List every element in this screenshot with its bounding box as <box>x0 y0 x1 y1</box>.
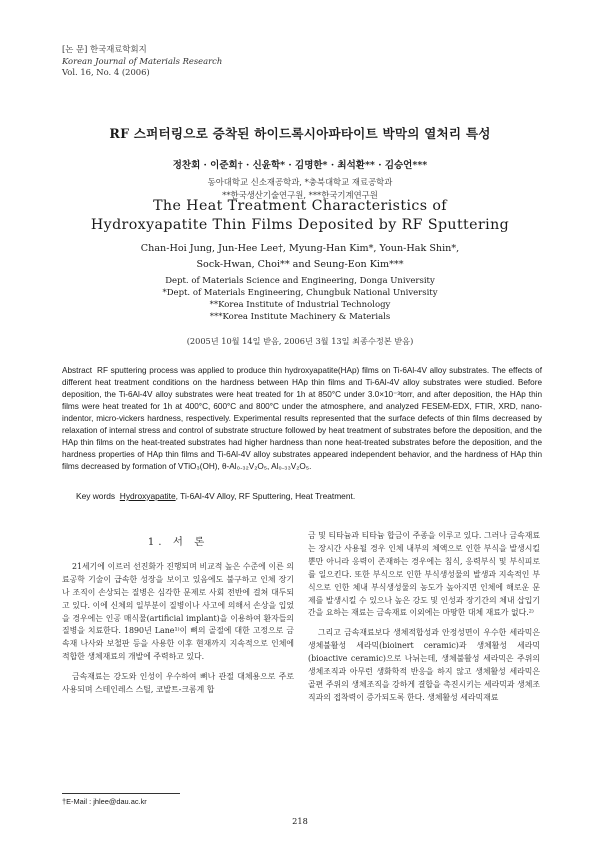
abstract-text: RF sputtering process was applied to produce thin hydroxyapatite(HAp) films on Ti-6Al-4V alloy substrates. The effects of different heat treatment conditions on the hardness between HAp thin films and Ti-6Al-4V alloy substrates were studied. Before deposition, the Ti-6Al-4V alloy substrates were heat treated for 1h at 850°C under 3.0×10⁻³torr, and after deposition, the HAp thin films were heat treated for 1h at 400°C, 600°C and 800°C under the atmosphere, and analyzed FESEM-EDX, FTIR, XRD, nano-indentor, micro-vickers hardness, respectively. Experimental results represented that the surface defects of thin films decreased by relaxation of internal stress and control of substrate structure followed by heat treatment of substrates before the deposition, and the HAp thin films on the heat-treated substrates had higher hardness than none heat-treated substrates before the deposition, and the hardness properties of HAp thin films and Ti-6Al-4V alloy substrates appeared independent behavior, and the hardness of HAp thin films decreased by formation of VTiO₃(OH), θ-Al₀.₃₂V₂O₅, Al₀.₃₃V₂O₅. <box>62 366 542 471</box>
journal-header <box>62 44 222 79</box>
title-en-line: The Heat Treatment Characteristics of <box>153 198 447 214</box>
body-column-left <box>62 536 294 697</box>
body-paragraph: 금 및 티타늄과 티타늄 합금이 주종을 이루고 있다. 그러나 금속재료는 장시간 사용될 경우 인체 내부의 체액으로 인한 부식을 발생시킬 뿐만 아니라 응력이 존재하는 경우에는 침식, 응력부식 및 부식피로를 일으킨다. 또한 부식으로 인한 부식생성물의 발생과 지속적인 부식으로 인한 체내 부식생성물의 농도가 높아지면 인체에 해로운 문제를 발생시킬 수 있으나 높은 강도 및 인성과 장기간의 체내 삽입기간을 요하는 재료는 금속재료 이외에는 마땅한 대체 재료가 없다.²⁾ <box>308 531 540 618</box>
journal-volume: Vol. 16, No. 4 (2006) <box>62 67 150 77</box>
affiliation-en-line: **Korea Institute of Industrial Technology <box>209 300 391 310</box>
title-en-line: Hydroxyapatite Thin Films Deposited by RF Sputtering <box>90 217 510 233</box>
affiliation-en-line: Dept. of Materials Science and Engineering, Donga University <box>165 276 435 286</box>
authors-korean: 정찬회 · 이준희† · 신윤학* · 김명한* · 최석환** · 김승언*** <box>172 160 428 171</box>
keywords <box>76 491 546 501</box>
section-heading: 1. 서 론 <box>147 536 209 548</box>
footnote-email: †E-Mail : jhlee@dau.ac.kr <box>62 797 147 806</box>
affiliation-en-line: ***Korea Institute Machinery & Materials <box>209 312 391 322</box>
authors-en-line: Sock-Hwan, Choi** and Seung-Eon Kim*** <box>196 259 404 270</box>
received-dates: (2005년 10월 14일 받음, 2006년 3월 13일 최종수정본 받음) <box>186 336 414 346</box>
footnote-rule <box>62 793 180 794</box>
title-english <box>0 197 600 235</box>
abstract-label: Abstract <box>62 366 93 375</box>
affiliation-ko-line: **한국생산기술연구원, ***한국기계연구원 <box>222 190 378 200</box>
affiliation-ko-line: 동아대학교 신소재공학과, *충북대학교 재료공학과 <box>207 177 393 187</box>
journal-name-ko: [논 문] 한국재료학회지 <box>62 44 147 54</box>
authors-english <box>0 241 600 273</box>
keywords-rest: , Ti-6Al-4V Alloy, RF Sputtering, Heat Treatment. <box>175 491 356 501</box>
body-column-right <box>308 530 540 705</box>
affiliation-en-line: *Dept. of Materials Engineering, Chungbuk National University <box>162 288 438 298</box>
body-paragraph: 금속재료는 강도와 인성이 우수하여 뼈나 관절 대체용으로 주로 사용되며 스테인레스 스틸, 코발트-크롬계 합 <box>62 672 294 695</box>
abstract <box>62 365 542 473</box>
body-paragraph: 그리고 금속재료보다 생체적합성과 안정성면이 우수한 세라믹은 생체불활성 세라믹(bioinert ceramic)과 생체활성 세라믹(bioactive ceramic)으로 나뉘는데, 생체불활성 세라믹은 주위의 생체조직과 아무런 생화학적 반응을 하지 않고 생체활성 세라믹은 골편 주위의 생체조직을 강하게 결합을 촉진시키는 세라믹과 생체조직과의 접착력이 증가되도록 한다. 생체활성 세라믹재료 <box>308 628 540 702</box>
title-korean: RF 스퍼터링으로 증착된 하이드록시아파타이트 박막의 열처리 특성 <box>109 126 491 141</box>
body-paragraph: 21세기에 이르러 선진화가 진행되며 비교적 높은 수준에 이른 의료공학 기술이 급속한 성장을 보이고 있음에도 불구하고 인체 장기나 조직이 손상되는 질병은 심각한 문제로 사회 전반에 걸쳐 대두되고 있다. 이에 신체의 일부분이 질병이나 사고에 의해서 손상을 입었을 경우에는 인공 매식물(artificial implant)을 이용하여 환자들의 질병을 치료한다. 1890년 Lane¹⁾이 뼈의 골절에 대한 고정으로 금속재 나사와 보철판 등을 사용한 이후 현재까지 지속적으로 인체에 적합한 생체재료의 개발에 주력하고 있다. <box>62 561 294 662</box>
affiliations-english <box>0 275 600 323</box>
keywords-label: Key words <box>76 491 116 501</box>
journal-name-en: Korean Journal of Materials Research <box>62 55 223 66</box>
authors-en-line: Chan-Hoi Jung, Jun-Hee Lee†, Myung-Han Kim*, Youn-Hak Shin*, <box>140 243 460 254</box>
page-number: 218 <box>292 816 308 826</box>
keyword-hydroxyapatite: Hydroxyapatite <box>119 491 176 501</box>
